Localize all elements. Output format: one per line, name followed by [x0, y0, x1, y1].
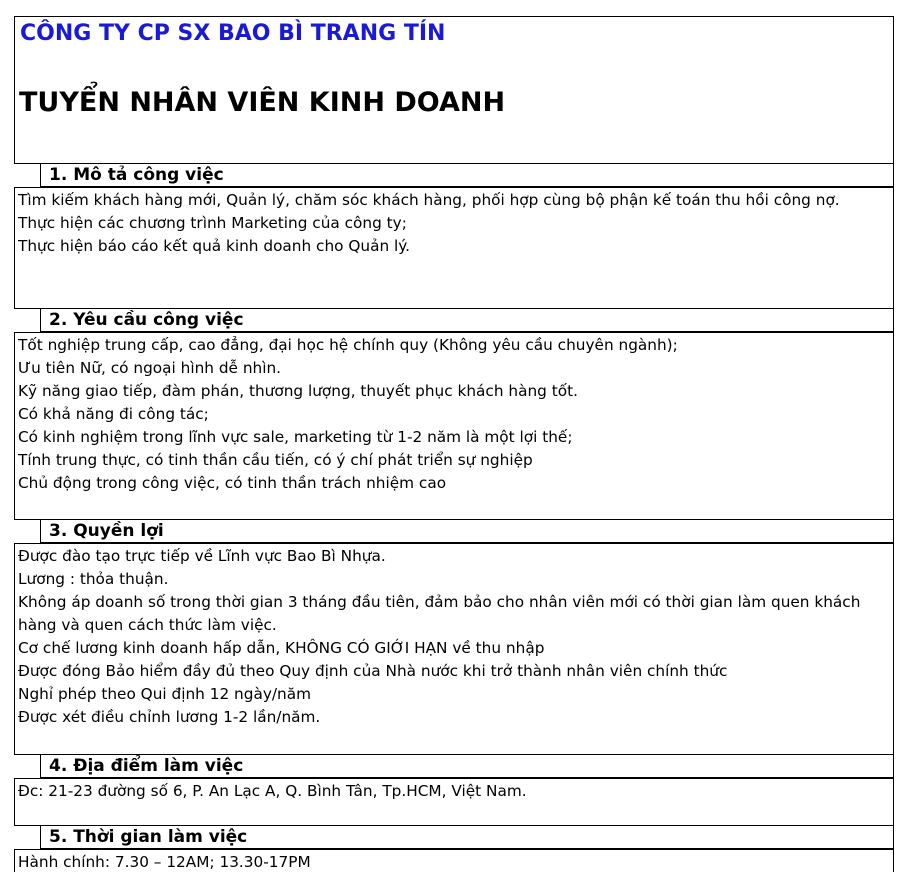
- section-body-working-hours: [14, 849, 894, 872]
- section-heading-job-description: 1. Mô tả công việc: [40, 163, 894, 187]
- text-line: Không áp doanh số trong thời gian 3 tháng đầu tiên, đảm bảo cho nhân viên mới có thời gian làm quen khách hàng và quen cách thức làm việc.: [18, 593, 861, 634]
- section-body-work-location: [14, 778, 894, 826]
- text-line: Kỹ năng giao tiếp, đàm phán, thương lượng, thuyết phục khách hàng tốt.: [18, 382, 578, 400]
- section-heading-working-hours: 5. Thời gian làm việc: [40, 825, 894, 849]
- text-line: Có kinh nghiệm trong lĩnh vực sale, marketing từ 1-2 năm là một lợi thế;: [18, 428, 573, 446]
- section-heading-requirements: 2. Yêu cầu công việc: [40, 308, 894, 332]
- company-name: CÔNG TY CP SX BAO BÌ TRANG TÍN: [20, 21, 446, 46]
- text-line: Thực hiện báo cáo kết quả kinh doanh cho Quản lý.: [18, 237, 411, 255]
- section-heading-work-location: 4. Địa điểm làm việc: [40, 754, 894, 778]
- text-line: Ưu tiên Nữ, có ngoại hình dễ nhìn.: [18, 359, 282, 377]
- section-body-job-description: [14, 187, 894, 309]
- text-line: Được đào tạo trực tiếp về Lĩnh vực Bao Bì Nhựa.: [18, 547, 386, 565]
- text-line: Lương : thỏa thuận.: [18, 570, 169, 588]
- text-line: Được đóng Bảo hiểm đầy đủ theo Quy định của Nhà nước khi trở thành nhân viên chính thức: [18, 662, 728, 680]
- text-line: Tính trung thực, có tinh thần cầu tiến, có ý chí phát triển sự nghiệp: [18, 451, 533, 469]
- text-line: Cơ chế lương kinh doanh hấp dẫn, KHÔNG CÓ GIỚI HẠN về thu nhập: [18, 639, 545, 657]
- section-body-benefits: [14, 543, 894, 755]
- job-title: TUYỂN NHÂN VIÊN KINH DOANH: [19, 87, 506, 118]
- header-box: [14, 16, 894, 164]
- text-line: Tốt nghiệp trung cấp, cao đẳng, đại học hệ chính quy (Không yêu cầu chuyên ngành);: [18, 336, 678, 354]
- text-line: Thực hiện các chương trình Marketing của công ty;: [18, 214, 407, 232]
- text-line: Hành chính: 7.30 – 12AM; 13.30-17PM: [18, 853, 311, 871]
- text-line: Được xét điều chỉnh lương 1-2 lần/năm.: [18, 708, 321, 726]
- section-body-requirements: [14, 332, 894, 520]
- section-heading-benefits: 3. Quyền lợi: [40, 519, 894, 543]
- text-line: Chủ động trong công việc, có tinh thần trách nhiệm cao: [18, 474, 447, 492]
- text-line: Nghỉ phép theo Qui định 12 ngày/năm: [18, 685, 312, 703]
- text-line: Đc: 21-23 đường số 6, P. An Lạc A, Q. Bình Tân, Tp.HCM, Việt Nam.: [18, 782, 527, 800]
- text-line: Có khả năng đi công tác;: [18, 405, 209, 423]
- text-line: Tìm kiếm khách hàng mới, Quản lý, chăm sóc khách hàng, phối hợp cùng bộ phận kế toán thu hồi công nợ.: [18, 191, 840, 209]
